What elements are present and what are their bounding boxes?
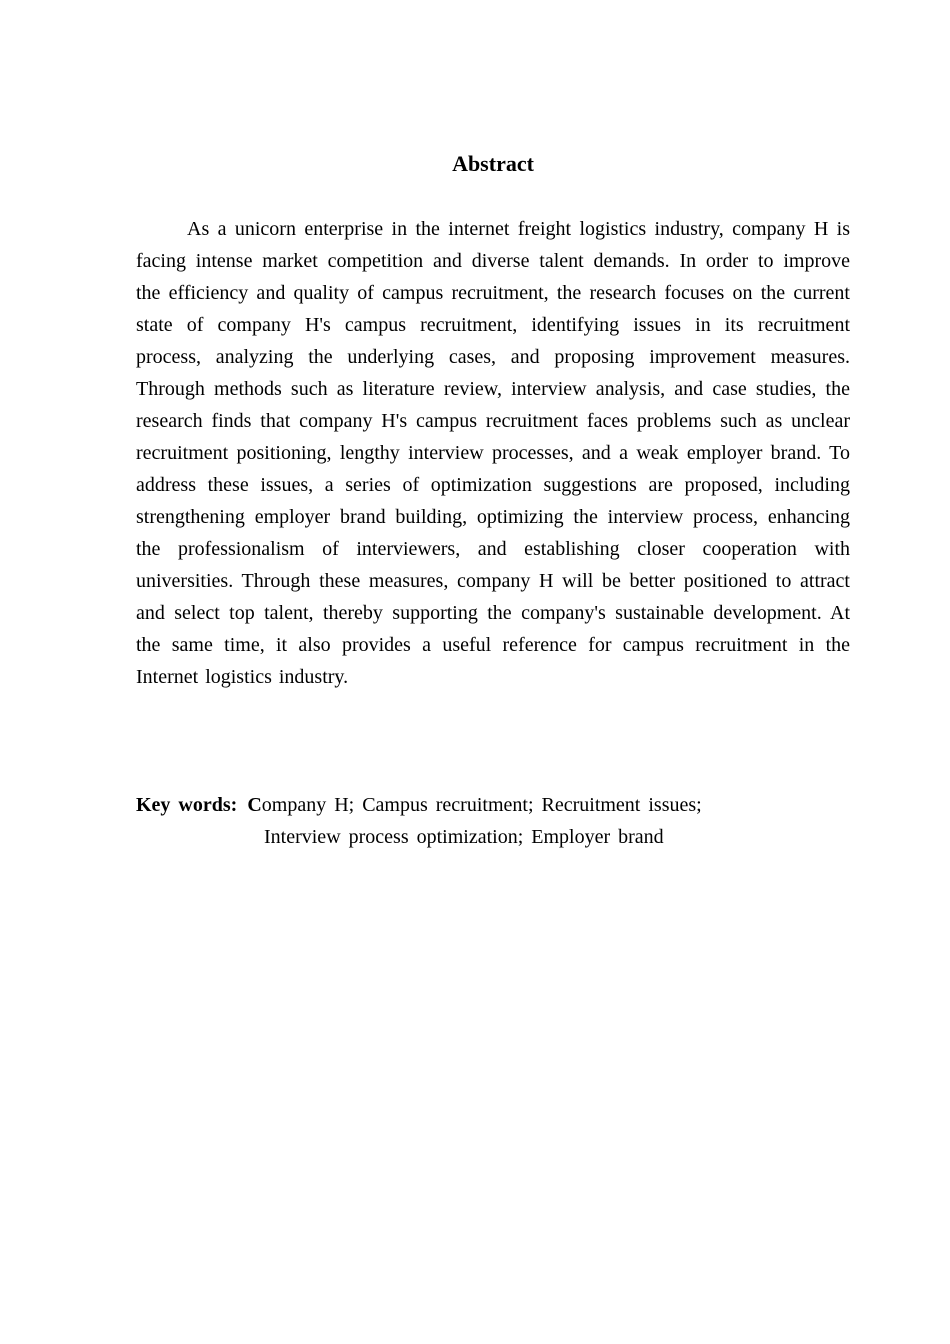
abstract-title: Abstract [452, 151, 534, 176]
abstract-paragraph: As a unicorn enterprise in the internet freight logistics industry, company H is facing intense market competition and diverse talent demands. In order to improve the efficiency and quality of campus recruitment, the research focuses on the current state of company H's campus recruitment, identifying issues in its recruitment process, analyzing the underlying cases, and proposing improvement measures. Through methods such as literature review, interview analysis, and case studies, the research finds that company H's campus recruitment faces problems such as unclear recruitment positioning, lengthy interview processes, and a weak employer brand. To address these issues, a series of optimization suggestions are proposed, including strengthening employer brand building, optimizing the interview process, enhancing the professionalism of interviewers, and establishing closer cooperation with universities. Through these measures, company H will be better positioned to attract and select top talent, thereby supporting the company's sustainable development. At the same time, it also provides a useful reference for campus recruitment in the Internet logistics industry. [136, 218, 850, 688]
keywords-line-1 [136, 789, 850, 821]
keywords-block [136, 789, 850, 853]
keywords-line-1-text: ompany H; Campus recruitment; Recruitment issues; [261, 794, 702, 816]
keywords-label: Key words: [136, 794, 238, 816]
keywords-first-letter: C [247, 794, 262, 816]
keywords-line-2: Interview process optimization; Employer brand [264, 826, 664, 848]
